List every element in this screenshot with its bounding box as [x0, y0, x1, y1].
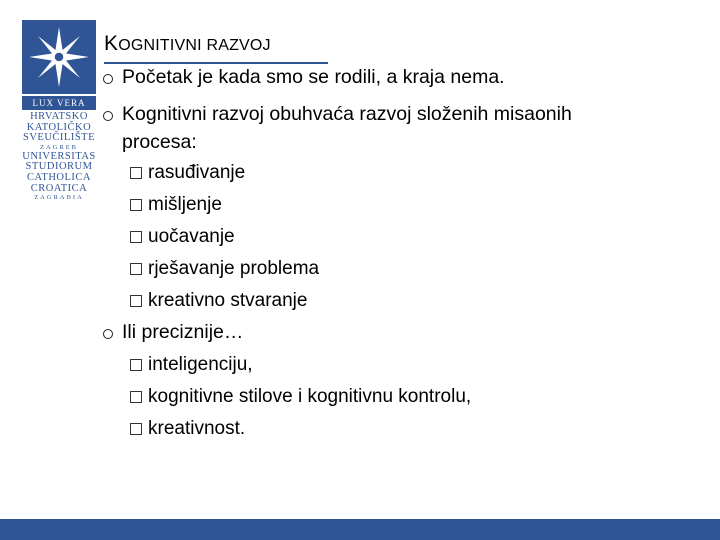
title-initial: K: [104, 32, 119, 55]
sub-item: rasuđivanje: [148, 162, 246, 183]
footer-bar: [0, 519, 720, 540]
sub-item: mišljenje: [148, 194, 222, 215]
sub-item: rješavanje problema: [148, 258, 320, 279]
square-bullet-icon: [130, 391, 142, 403]
logo-line: KATOLIČKO: [26, 121, 92, 133]
logo-line: UNIVERSITAS: [22, 150, 96, 162]
bullet-item-continuation: procesa:: [122, 131, 197, 153]
title-underline: [104, 62, 328, 64]
circle-bullet-icon: [103, 74, 113, 84]
logo-line: CATHOLICA: [27, 171, 91, 183]
bullet-item: Ili preciznije…: [122, 321, 244, 343]
sub-item: kreativno stvaranje: [148, 290, 308, 311]
square-bullet-icon: [130, 295, 142, 307]
circle-bullet-icon: [103, 329, 113, 339]
logo-line: ZAGREB: [40, 143, 78, 151]
bullet-item: Početak je kada smo se rodili, a kraja nema.: [122, 66, 505, 88]
logo-line: ZAGRABIA: [34, 194, 84, 202]
bullet-item: Kognitivni razvoj obuhvaća razvoj složenih misaonih: [122, 103, 572, 125]
sub-item: kreativnost.: [148, 418, 246, 439]
square-bullet-icon: [130, 263, 142, 275]
square-bullet-icon: [130, 231, 142, 243]
logo-emblem: [22, 20, 96, 94]
logo-line: STUDIORUM: [25, 161, 93, 173]
logo-line: SVEUČILIŠTE: [23, 132, 95, 144]
logo-line: HRVATSKO: [30, 111, 88, 122]
circle-bullet-icon: [103, 111, 113, 121]
logo-motto: LUX VERA: [22, 96, 96, 110]
square-bullet-icon: [130, 423, 142, 435]
square-bullet-icon: [130, 167, 142, 179]
sub-item: kognitivne stilove i kognitivnu kontrolu,: [148, 386, 472, 407]
square-bullet-icon: [130, 199, 142, 211]
sub-item: inteligenciju,: [148, 354, 253, 375]
star-emblem-icon: [27, 25, 91, 89]
university-logo: [22, 20, 96, 202]
sub-item: uočavanje: [148, 226, 235, 247]
logo-line: CROATICA: [30, 182, 88, 194]
title-rest: OGNITIVNI RAZVOJ: [118, 37, 271, 54]
logo-text: [22, 112, 96, 202]
square-bullet-icon: [130, 359, 142, 371]
slide-title: [104, 27, 271, 61]
